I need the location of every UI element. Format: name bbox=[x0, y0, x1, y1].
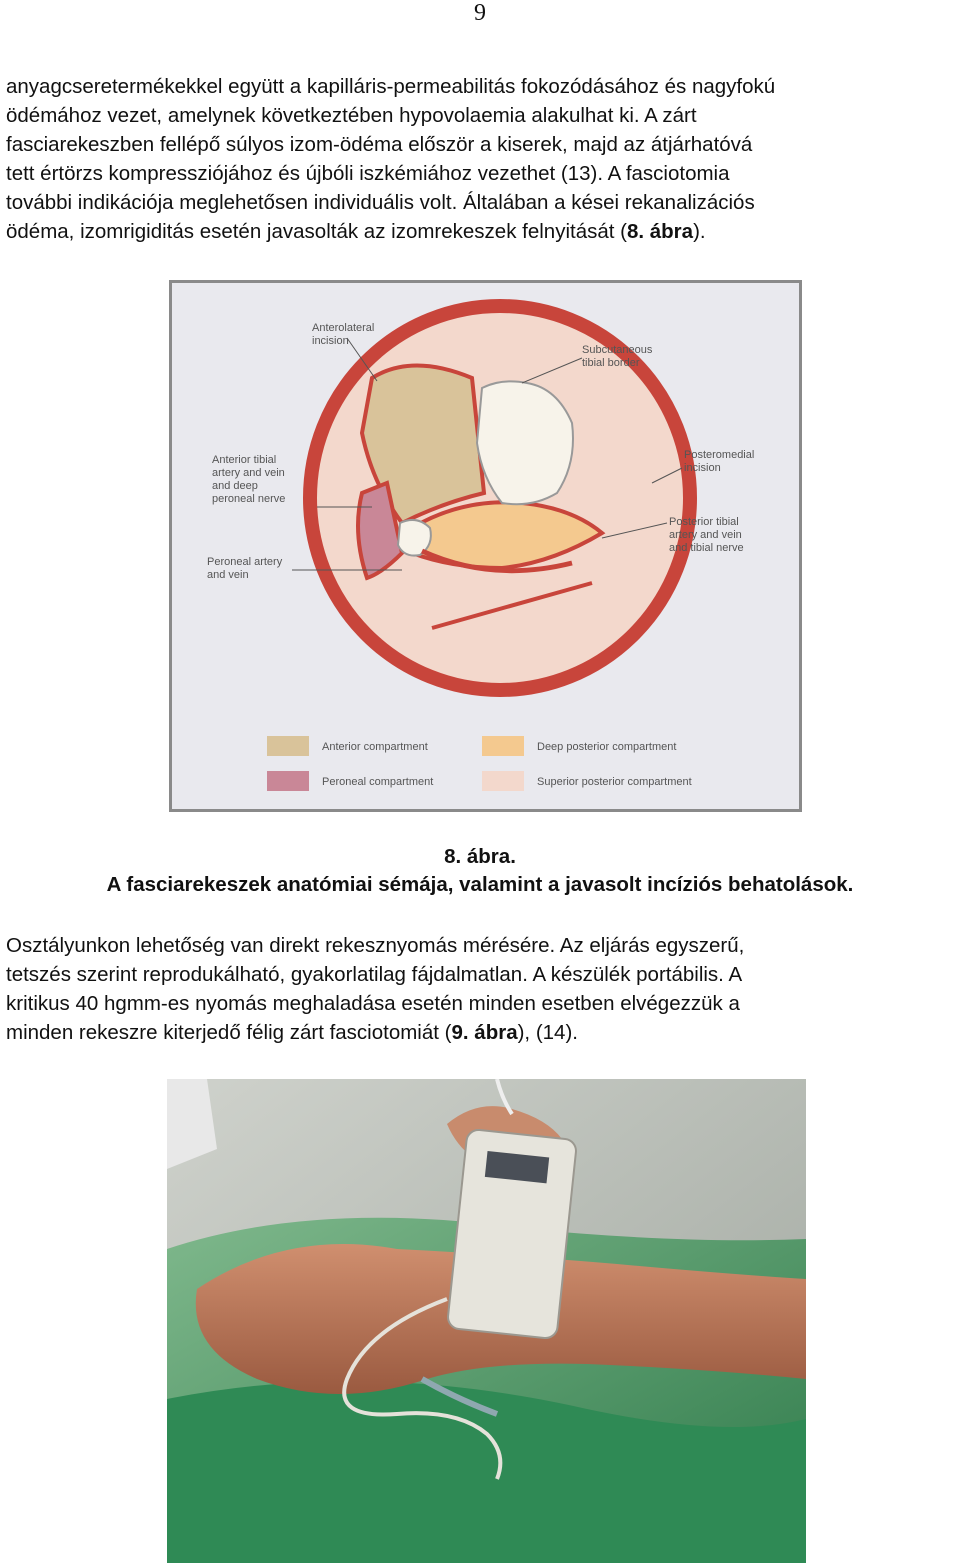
legend-swatch-anterior bbox=[267, 736, 309, 756]
paragraph-intro bbox=[6, 72, 958, 246]
legend-swatch-peroneal bbox=[267, 771, 309, 791]
label-anterior-tibial: artery and vein bbox=[212, 467, 285, 479]
figure-ref-8: 8. ábra bbox=[626, 220, 694, 243]
label-anterolateral-incision: incision bbox=[312, 335, 349, 347]
text-line: Osztályunkon lehetőség van direkt rekesznyomás mérésére. Az eljárás egyszerű, bbox=[6, 934, 745, 957]
text-line: fasciarekeszben fellépő súlyos izom-ödéma először a kiserek, majd az átjárhatóvá bbox=[6, 133, 753, 156]
text-line: tett értörzs kompressziójához és újbóli iszkémiához vezethet (13). A fasciotomia bbox=[6, 162, 730, 185]
text-fragment: ). bbox=[693, 220, 706, 243]
label-posteromedial-incision: Posteromedial bbox=[684, 449, 755, 461]
text-line: ödémához vezet, amelynek következtében hypovolaemia alakulhat ki. A zárt bbox=[6, 104, 697, 127]
text-fragment: ), (14). bbox=[517, 1021, 578, 1044]
label-subcutaneous-tibial-border: tibial border bbox=[582, 357, 640, 369]
paragraph-measurement bbox=[6, 931, 958, 1047]
legend-label-anterior: Anterior compartment bbox=[322, 741, 428, 753]
label-posterior-tibial: and tibial nerve bbox=[669, 542, 744, 554]
legend-swatch-superior-posterior bbox=[482, 771, 524, 791]
label-posterior-tibial: Posterior tibial bbox=[669, 516, 739, 528]
text-fragment: ödéma, izomrigiditás esetén javasolták az izomrekeszek felnyitását ( bbox=[6, 220, 627, 243]
text-line: tetszés szerint reprodukálható, gyakorlatilag fájdalmatlan. A készülék portábilis. A bbox=[6, 963, 743, 986]
text-line: anyagcseretermékekkel együtt a kapilláris-permeabilitás fokozódásához és nagyfokú bbox=[6, 75, 776, 98]
label-posteromedial-incision: incision bbox=[684, 462, 721, 474]
label-anterior-tibial: and deep bbox=[212, 480, 258, 492]
label-peroneal-artery: and vein bbox=[207, 569, 249, 581]
label-subcutaneous-tibial-border: Subcutaneous bbox=[582, 344, 653, 356]
text-line: további indikációja meglehetősen individuális volt. Általában a kései rekanalizációs bbox=[6, 191, 755, 214]
text-line bbox=[6, 217, 958, 246]
tibia-bone bbox=[477, 381, 573, 504]
legend-label-peroneal: Peroneal compartment bbox=[322, 776, 434, 788]
label-anterolateral-incision: Anterolateral bbox=[312, 322, 375, 334]
pressure-measurement-photo bbox=[167, 1079, 806, 1563]
figure-caption-text: A fasciarekeszek anatómiai sémája, valamint a javasolt incíziós behatolások. bbox=[106, 873, 854, 896]
figure-ref-9: 9. ábra bbox=[451, 1021, 518, 1044]
figure-9-photo bbox=[167, 1079, 806, 1563]
compartment-diagram bbox=[172, 283, 799, 809]
label-anterior-tibial: peroneal nerve bbox=[212, 493, 286, 505]
figure-8-anatomy-diagram bbox=[169, 280, 802, 812]
text-line: kritikus 40 hgmm-es nyomás meghaladása esetén minden esetben elvégezzük a bbox=[6, 992, 740, 1015]
label-peroneal-artery: Peroneal artery bbox=[207, 556, 283, 568]
text-line bbox=[6, 1018, 958, 1047]
figure-caption-number: 8. ábra. bbox=[444, 845, 516, 868]
legend-label-deep-posterior: Deep posterior compartment bbox=[537, 741, 677, 753]
label-anterior-tibial: Anterior tibial bbox=[212, 454, 277, 466]
page-number: 9 bbox=[474, 0, 486, 26]
text-fragment: minden rekeszre kiterjedő félig zárt fasciotomiát ( bbox=[6, 1021, 452, 1044]
label-posterior-tibial: artery and vein bbox=[669, 529, 742, 541]
legend-swatch-deep-posterior bbox=[482, 736, 524, 756]
legend-label-superior-posterior: Superior posterior compartment bbox=[537, 776, 692, 788]
